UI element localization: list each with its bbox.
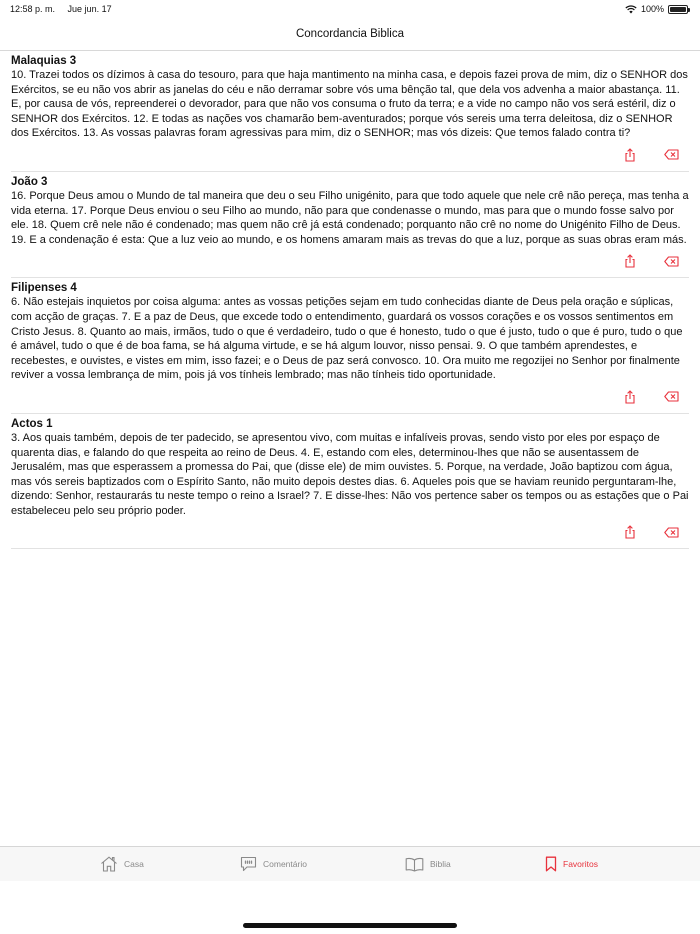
- list-item: [11, 414, 689, 550]
- delete-button[interactable]: [663, 524, 679, 540]
- verse-text: 10. Trazei todos os dízimos à casa do tesouro, para que haja mantimento na minha casa, e depois fazei prova de mim, diz o SENHOR dos Exércitos, se eu não vos abrir as janelas do céu e não derramar sobre vós uma bênção tal, que dela vos advenha a maior abastança. 11. E, por causa de vós, repreenderei o devorador, para que não vos consuma o fruto da terra; e a vide no campo não vos será estéril, diz o SENHOR dos Exércitos. 12. E todas as nações vos chamarão bem-aventurados; porque vós sereis uma terra deleitosa, diz o SENHOR dos Exércitos. 13. As vossas palavras foram agressivas para mim, diz o SENHOR; mas vós dizeis: Que temos falado contra ti?: [11, 69, 688, 140]
- house-icon: [100, 856, 118, 872]
- tab-casa[interactable]: [100, 847, 144, 881]
- delete-button[interactable]: [663, 147, 679, 163]
- share-button[interactable]: [622, 253, 638, 269]
- share-icon: [624, 254, 636, 268]
- tab-comentario[interactable]: [240, 847, 307, 881]
- tab-label: Favoritos: [563, 859, 598, 869]
- tab-biblia[interactable]: [405, 847, 451, 881]
- delete-backspace-icon: [664, 256, 679, 267]
- verse-reference: Actos 1: [11, 417, 53, 430]
- battery-icon: [668, 5, 688, 14]
- status-time: 12:58 p. m.: [10, 4, 56, 14]
- delete-backspace-icon: [664, 149, 679, 160]
- page-title: Concordancia Biblica: [295, 28, 405, 40]
- favorites-list: [0, 51, 700, 549]
- tab-label: Biblia: [430, 859, 451, 869]
- home-indicator: [243, 923, 457, 928]
- tab-label: Comentário: [263, 859, 307, 869]
- verse-reference: Malaquias 3: [11, 55, 77, 67]
- navigation-bar: [0, 18, 700, 51]
- book-icon: [405, 857, 424, 872]
- verse-text: 3. Aos quais também, depois de ter padecido, se apresentou vivo, com muitas e infalíveis provas, sendo visto por eles por espaço de quarenta dias, e falando do que respeita ao reino de Deus. 4. E, estando com eles, determinou-lhes que não se ausentassem de Jerusalém, mas que esperassem a promessa do Pai, que (disse ele) de mim ouvistes. 5. Porque, na verdade, João baptizou com água, mas vós sereis baptizados com o Espírito Santo, não muito depois destes dias. 6. Aqueles pois que se haviam reunido perguntaram-lhe, dizendo: Senhor, restaurarás tu neste tempo o reino a Israel? 7. E disse-lhes: Não vos pertence saber os tempos ou as estações que o Pai estabeleceu pelo seu próprio poder.: [11, 431, 689, 517]
- list-item: [11, 172, 689, 278]
- wifi-icon: [625, 5, 637, 14]
- status-date: Jue jun. 17: [67, 4, 112, 14]
- tab-label: Casa: [124, 859, 144, 869]
- share-icon: [624, 148, 636, 162]
- delete-backspace-icon: [664, 391, 679, 402]
- verse-reference: João 3: [11, 175, 48, 188]
- battery-text: 100%: [640, 4, 664, 14]
- status-bar: [0, 0, 700, 18]
- delete-button[interactable]: [663, 253, 679, 269]
- delete-button[interactable]: [663, 389, 679, 405]
- list-item: [11, 51, 689, 172]
- share-icon: [624, 525, 636, 539]
- verse-reference: Filipenses 4: [11, 282, 77, 295]
- comment-icon: [240, 856, 257, 872]
- share-button[interactable]: [622, 147, 638, 163]
- delete-backspace-icon: [664, 527, 679, 538]
- bookmark-icon: [545, 856, 557, 872]
- list-item: [11, 278, 689, 414]
- share-icon: [624, 390, 636, 404]
- share-button[interactable]: [622, 524, 638, 540]
- verse-text: 6. Não estejais inquietos por coisa alguma: antes as vossas petições sejam em tudo conhecidas diante de Deus pela oração e súplicas, com acção de graças. 7. E a paz de Deus, que excede todo o entendimento, guardará os vossos corações e os vossos sentimentos em Cristo Jesus. 8. Quanto ao mais, irmãos, tudo o que é verdadeiro, tudo o que é honesto, tudo o que é justo, tudo o que é puro, tudo o que é amável, tudo o que é de boa fama, se há alguma virtude, e se há algum louvor, nisso pensai. 9. O que também aprendestes, e recebestes, e ouvistes, e vistes em mim, isso fazei; e o Deus de paz será convosco. 10. Ora muito me regozijei no Senhor por finalmente reviver a vossa lembrança de mim, pois já vos tínheis lembrado; mas não tínheis tido oportunidade.: [11, 296, 683, 382]
- share-button[interactable]: [622, 389, 638, 405]
- tab-bar: [0, 846, 700, 881]
- verse-text: 16. Porque Deus amou o Mundo de tal maneira que deu o seu Filho unigénito, para que todo aquele que nele crê não pereça, mas tenha a vida eterna. 17. Porque Deus enviou o seu Filho ao mundo, não para que condenasse o mundo, mas para que o mundo fosse salvo por ele. 18. Quem crê nele não é condenado; mas quem não crê já está condenado; porquanto não crê no nome do Unigénito Filho de Deus. 19. E a condenação é esta: Que a luz veio ao mundo, e os homens amaram mais as trevas do que a luz, porque as suas obras eram más.: [11, 189, 689, 246]
- tab-favoritos[interactable]: [545, 847, 598, 881]
